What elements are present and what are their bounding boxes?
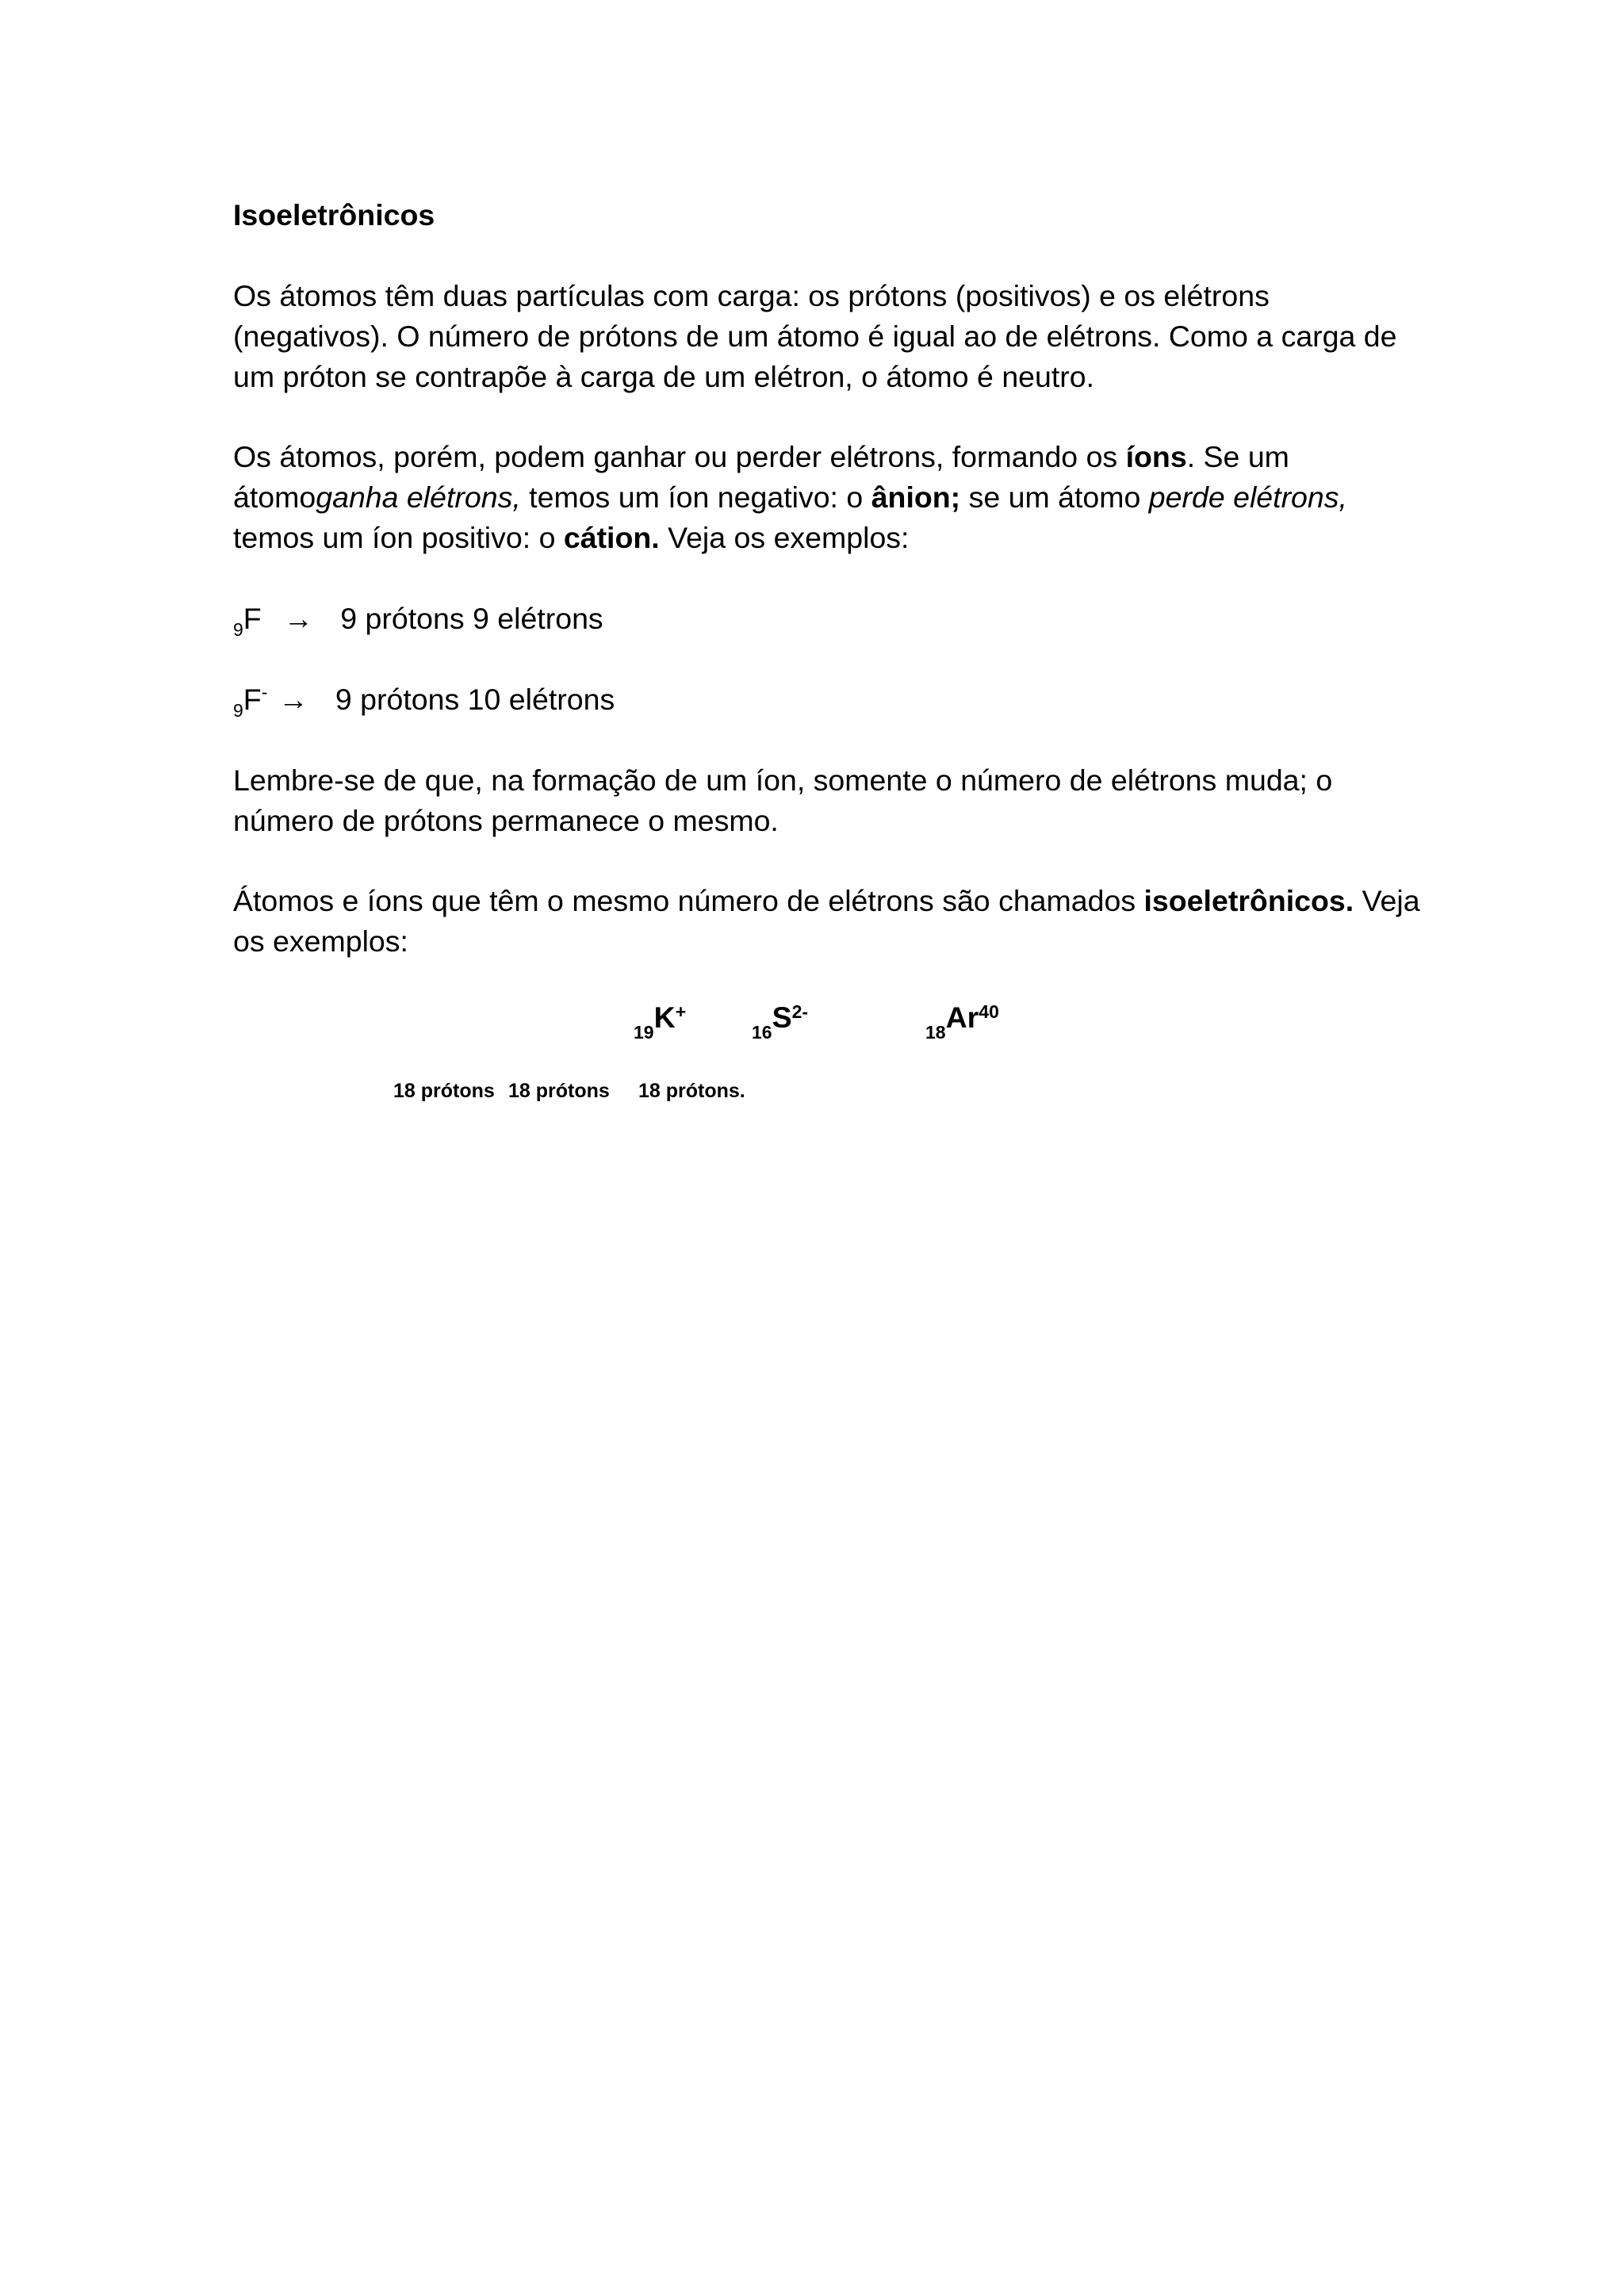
paragraph-isoelectronic	[233, 881, 1423, 962]
paragraph-charges: Os átomos têm duas partículas com carga: os prótons (positivos) e os elétrons (negativos). O número de prótons de um átomo é igual ao de elétrons. Como a carga de um próton se contrapõe à carga de um elétron, o átomo é neutro.	[233, 279, 1397, 393]
paragraph-ions-text-3: temos um íon negativo: o	[520, 480, 871, 514]
paragraph-ions-text-5: temos um íon positivo: o	[233, 521, 564, 554]
example-fluorine-atom	[233, 599, 1423, 643]
example-fluoride-ion	[233, 679, 1423, 724]
atomic-number: 18	[925, 1022, 946, 1043]
paragraph-ions-text-1: Os átomos, porém, podem ganhar ou perder elétrons, formando os	[233, 440, 1126, 473]
element-symbol: F	[243, 602, 262, 635]
term-ions: íons	[1125, 440, 1187, 473]
paragraph-ions-text-4: se um átomo	[960, 480, 1149, 514]
example-description: 9 prótons 9 elétrons	[340, 602, 603, 635]
element-symbol: F	[243, 683, 262, 716]
superscript: 40	[979, 1001, 999, 1022]
superscript: 2-	[791, 1001, 809, 1022]
phrase-loses-electrons: perde elétrons,	[1148, 480, 1347, 514]
isoelectronic-examples	[0, 1001, 1624, 1048]
atomic-number: 19	[634, 1022, 654, 1043]
document-title: Isoeletrônicos	[233, 198, 435, 232]
paragraph-ion-formation: Lembre-se de que, na formação de um íon, somente o número de elétrons muda; o número de prótons permanece o mesmo.	[233, 763, 1333, 837]
superscript: +	[675, 1001, 687, 1022]
paragraph-ions-text-2: . Se um átomo	[233, 440, 1289, 514]
protons-label: 18 prótons	[393, 1080, 495, 1102]
atomic-number: 9	[233, 619, 243, 640]
protons-label: 18 prótons.	[638, 1080, 745, 1102]
species-sulfide-ion	[752, 1001, 809, 1043]
species-potassium-ion	[634, 1001, 687, 1043]
species-argon	[925, 1001, 999, 1043]
phrase-gains-electrons: ganha elétrons,	[316, 480, 521, 514]
paragraph-ions	[233, 437, 1423, 558]
atomic-number: 16	[752, 1022, 772, 1043]
ion-charge: -	[261, 682, 268, 702]
paragraph-ions-text-6: Veja os exemplos:	[659, 521, 910, 554]
paragraph-isoelectronic-text-1: Átomos e íons que têm o mesmo número de elétrons são chamados	[233, 884, 1144, 917]
atomic-number: 9	[233, 700, 243, 721]
element-symbol: S	[772, 1001, 792, 1034]
arrow-icon: →	[278, 683, 308, 716]
element-symbol: K	[653, 1001, 676, 1034]
example-description: 9 prótons 10 elétrons	[335, 683, 615, 716]
term-isoelectronic: isoeletrônicos.	[1143, 884, 1354, 917]
arrow-icon: →	[283, 602, 314, 635]
paragraph-isoelectronic-text-2: Veja os exemplos:	[233, 884, 1420, 958]
element-symbol: Ar	[945, 1001, 979, 1034]
term-cation: cátion.	[563, 521, 660, 554]
term-anion: ânion;	[871, 480, 961, 514]
protons-label: 18 prótons	[508, 1080, 610, 1102]
